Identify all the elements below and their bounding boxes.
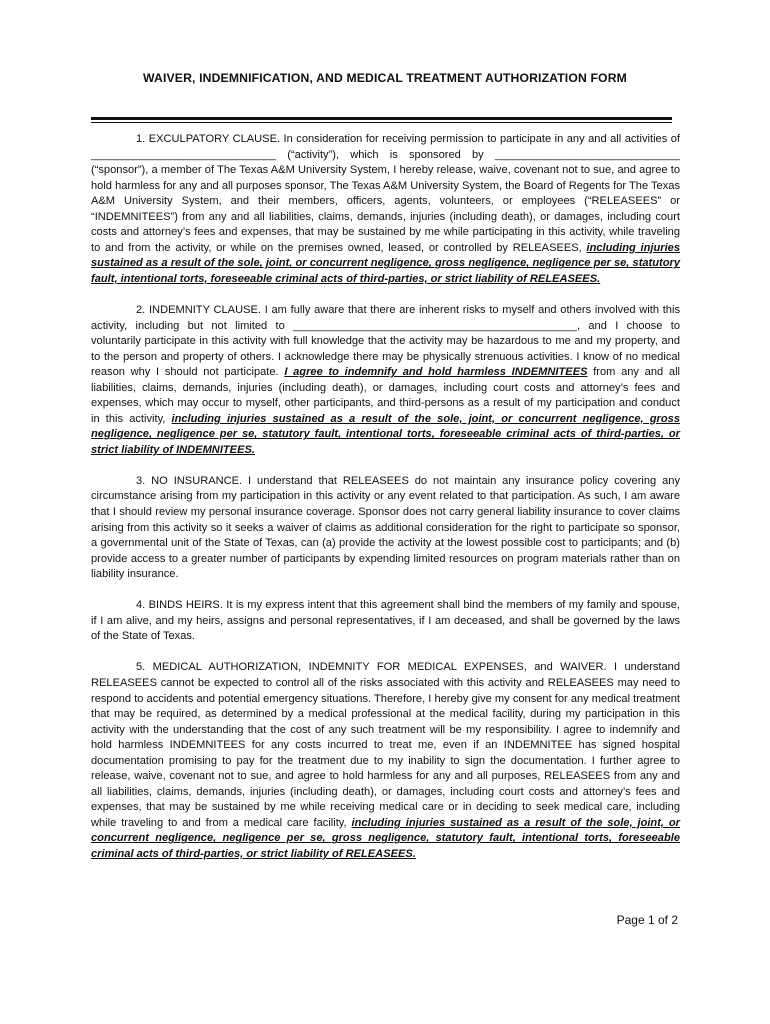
section-1-lead: 1. EXCULPATORY CLAUSE. <box>136 133 281 145</box>
section-no-insurance <box>91 474 680 583</box>
section-3-lead: 3. NO INSURANCE. <box>136 474 243 487</box>
title-divider-thick <box>91 117 672 120</box>
page-number: Page 1 of 2 <box>616 913 678 927</box>
section-1-text: In consideration for receiving permission to participate in any and all activities of ______________________________ (“activity”), which is sponsored by ______________________________ (“sponsor”), a member of The Texas A&M University System, I hereby release, waive, covenant not to sue, and agree to hold harmless for any and all purposes sponsor, The Texas A&M University System, the Board of Regents for The Texas A&M University System, and their members, officers, agents, volunteers, or employees (“RELEASEES” or “INDEMNITEES”) from any and all liabilities, claims, demands, injuries (including death), or damages, including court costs and attorney’s fees and expenses, that may be sustained by me while participating in this activity, while traveling to and from the activity, or while on the premises owned, leased, or controlled by RELEASEES, <box>91 133 680 254</box>
section-5-lead: 5. MEDICAL AUTHORIZATION, INDEMNITY FOR MEDICAL EXPENSES, and WAIVER. <box>136 661 607 674</box>
title-divider-thin <box>91 122 672 123</box>
section-2-lead: 2. INDEMNITY CLAUSE. <box>136 303 261 316</box>
section-2-text: I am fully aware that there are inherent risks to myself and others involved with this activity, including but not limited to ______________________________________________, and I choose to voluntarily participate in this activity with full knowledge that the activity may be hazardous to me and my property, and to the person and property of others. I acknowledge there may be physically strenuous activities. I know of no medical reason why I should not participate. <box>91 303 680 379</box>
section-4-text: It is my express intent that this agreement shall bind the members of my family and spouse, if I am alive, and my heirs, assigns and personal representatives, if I am deceased, and shall be governed by the laws of the State of Texas. <box>91 599 681 643</box>
section-1-emphasis: including injuries sustained as a result of the sole, joint, or concurrent negligence, gross negligence, negligence per se, statutory fault, intentional torts, foreseeable criminal acts of third-parties, or strict liability of RELEASEES. <box>91 241 681 285</box>
section-5-text: I understand RELEASEES cannot be expected to control all of the risks associated with this activity and RELEASEES may need to respond to accidents and potential emergency situations. Therefore, I hereby give my consent for any medical treatment that may be required, as determined by a medical professional at the medical facility, during my participation in this activity with the understanding that the cost of any such treatment will be my responsibility. I agree to indemnify and hold harmless INDEMNITEES for any costs incurred to treat me, even if an INDEMNITEE has signed hospital documentation promising to pay for the treatment due to my inability to sign the documentation. I further agree to release, waive, covenant not to sue, and agree to hold harmless for any and all purposes, RELEASEES from any and all liabilities, claims, demands, injuries (including death), or damages, including court costs and attorney’s fees and expenses, that may be sustained by me while receiving medical care or in deciding to seek medical care, including while traveling to and from a medical care facility, <box>91 661 680 829</box>
section-4-lead: 4. BINDS HEIRS. <box>136 599 223 612</box>
section-exculpatory-clause <box>91 132 680 287</box>
section-3-text: I understand that RELEASEES do not maintain any insurance policy covering any circumstance arising from my participation in this activity or any event related to that participation. As such, I am aware that I should review my personal insurance coverage. Sponsor does not carry general liability insurance to cover claims arising from this activity so it seeks a waiver of claims as additional consideration for the right to participate so sponsor, a governmental unit of the State of Texas, can (a) provide the activity at the lowest possible cost to participants; and (b) provide access to a greater number of participants by expending limited resources on program materials rather than on liability insurance. <box>91 474 680 581</box>
form-body <box>91 132 680 878</box>
section-medical-authorization <box>91 660 680 862</box>
section-binds-heirs <box>91 598 680 645</box>
section-2-emphasis: I agree to indemnify and hold harmless INDEMNITEES <box>284 366 588 379</box>
section-5-emphasis: including injuries sustained as a result of the sole, joint, or concurrent negligence, negligence per se, gross negligence, statutory fault, intentional torts, foreseeable criminal acts of third-parties, or strict liability of RELEASEES. <box>91 816 680 860</box>
section-2-text-continued: from any and all liabilities, claims, demands, injuries (including death), or damages, including court costs and attorney’s fees and expenses, which may occur to myself, other participants, and third-persons as a result of my participation and conduct in this activity, <box>91 366 681 425</box>
form-title: WAIVER, INDEMNIFICATION, AND MEDICAL TREATMENT AUTHORIZATION FORM <box>143 71 627 85</box>
section-2-emphasis-continued: including injuries sustained as a result of the sole, joint, or concurrent negligence, gross negligence, negligence per se, statutory fault, intentional torts, foreseeable criminal acts of third-parties, or strict liability of INDEMNITEES. <box>91 412 680 456</box>
section-indemnity-clause <box>91 303 680 458</box>
